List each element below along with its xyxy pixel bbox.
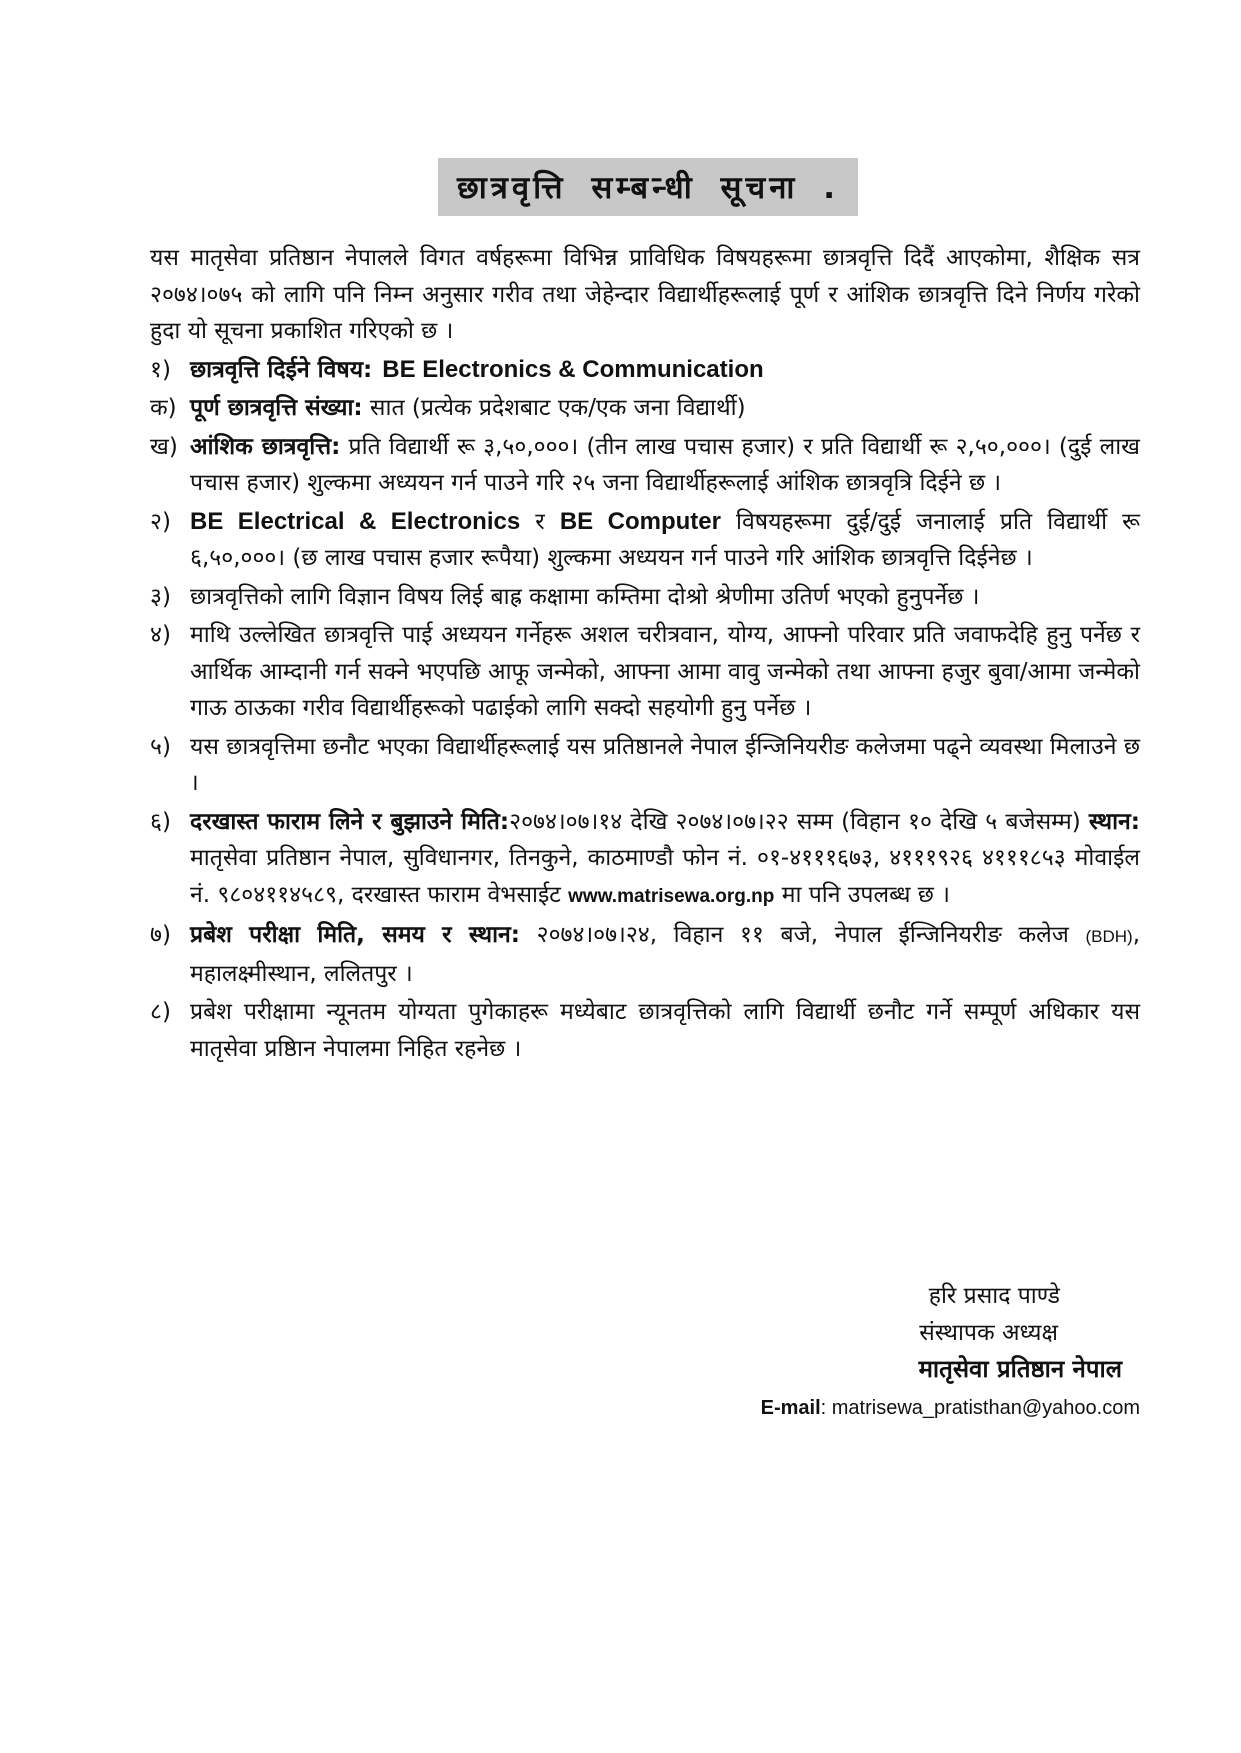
item-6 [150, 804, 1140, 916]
organization-name: मातृसेवा प्रतिष्ठान नेपाल [918, 1355, 1122, 1383]
college-abbr: (BDH) [1085, 927, 1133, 946]
notice-body [150, 240, 1140, 1069]
item-connector: र [520, 508, 560, 535]
item-text: सात (प्रत्येक प्रदेशबाट एक/एक जना विद्यार्थी) [362, 395, 746, 421]
item-text: छात्रवृत्तिको लागि विज्ञान विषय लिई बाह्र कक्षामा कम्तिमा दोश्रो श्रेणीमा उतिर्ण भएको हुनुपर्नेछ । [190, 583, 980, 610]
item-4 [150, 617, 1140, 727]
subject-name: BE Electrical & Electronics [190, 507, 521, 535]
item-body [190, 390, 1140, 427]
item-text: यस छात्रवृत्तिमा छनौट भएका विद्यार्थीहरूलाई यस प्रतिष्ठानले नेपाल ईन्जिनियरीङ कलेजमा पढ्ने व्यवस्था मिलाउने छ । [190, 733, 1140, 796]
subject-name: BE Computer [559, 507, 721, 535]
item-text: २०७४।०७।१४ देखि २०७४।०७।२२ सम्म (विहान १० देखि ५ बजेसम्म) [509, 808, 1089, 835]
item-number: २) [150, 508, 171, 535]
item-number: ४) [150, 622, 171, 648]
item-2 [150, 504, 1140, 577]
intro-paragraph: यस मातृसेवा प्रतिष्ठान नेपालले विगत वर्षहरूमा विभिन्न प्राविधिक विषयहरूमा छात्रवृत्ति दिदैं आएकोमा, शैक्षिक सत्र २०७४।०७५ को लागि पनि निम्न अनुसार गरीव तथा जेहेन्दार विद्यार्थीहरूलाई पूर्ण र आंशिक छात्रवृत्ति दिने निर्णय गरेको हुदा यो सूचना प्रकाशित गरिएको छ । [150, 245, 1140, 344]
item-text: माथि उल्लेखित छात्रवृत्ति पाई अध्ययन गर्नेहरू अशल चरीत्रवान, योग्य, आफ्नो परिवार प्रति जवाफदेहि हुनु पर्नेछ र आर्थिक आम्दानी गर्न सक्ने भएपछि आफू जन्मेको, आफ्ना आमा वावु जन्मेको तथा आफ्ना हजुर बुवा/आमा जन्मेको गाऊ ठाऊका गरीव विद्यार्थीहरूको पढाईको लागि सक्दो सहयोगी हुनु पर्नेछ । [190, 622, 1140, 721]
website-link[interactable]: www.matrisewa.org.np [568, 885, 775, 907]
item-number: ८) [150, 999, 171, 1025]
item-text: मातृसेवा प्रतिष्ठान नेपाल, सुविधानगर, तिनकुने, काठमाण्डौ फोन नं. ०१-४१११६७३, ४१११९२६ ४१११८५३ मोवाईल नं. ९८०४११४५८९, दरखास्त फाराम वेभसाईट [190, 845, 1140, 908]
email-address[interactable]: : matrisewa_pratisthan@yahoo.com [820, 1397, 1140, 1419]
item-text: विषयहरूमा दुई/दुई जनालाई प्रति विद्यार्थी रू ६,५०,०००। (छ लाख पचास हजार रूपैया) शुल्कमा अध्ययन गर्न पाउने गरि आंशिक छात्रवृत्ति दिईनेछ । [190, 508, 1141, 571]
notice-title-text: छात्रवृत्ति सम्बन्धी सूचना . [457, 170, 839, 206]
item-body [190, 917, 1140, 992]
item-body [190, 429, 1140, 502]
item-label: आंशिक छात्रवृत्ति: [190, 433, 341, 460]
notice-title [438, 158, 858, 216]
item-label: दरखास्त फाराम लिने र बुझाउने मिति: [190, 808, 510, 835]
item-number: ख) [150, 433, 178, 460]
signatory-role: संस्थापक अध्यक्ष [919, 1319, 1058, 1346]
item-text: २०७४।०७।२४, विहान ११ बजे, नेपाल ईन्जिनियरीङ कलेज [520, 922, 1086, 948]
email-line [695, 1394, 1140, 1422]
item-1 [150, 352, 1140, 389]
item-number: ३) [150, 583, 171, 610]
item-label: स्थान: [1088, 808, 1140, 835]
item-body [190, 504, 1140, 577]
item-ka [150, 390, 1140, 427]
subject-name: BE Electronics & Communication [382, 355, 764, 383]
item-text: प्रबेश परीक्षामा न्यूनतम योग्यता पुगेकाहरू मध्येबाट छात्रवृत्तिको लागि विद्यार्थी छनौट गर्ने सम्पूर्ण अधिकार यस मातृसेवा प्रष्ठिान नेपालमा निहित रहनेछ । [190, 999, 1140, 1062]
item-number: ७) [150, 922, 171, 948]
item-3 [150, 579, 1140, 616]
item-kha [150, 429, 1140, 502]
item-body [190, 804, 1140, 916]
item-8 [150, 994, 1140, 1067]
item-label: छात्रवृत्ति दिईने विषय: [190, 356, 373, 383]
item-label: प्रबेश परीक्षा मिति, समय र स्थान: [190, 922, 520, 948]
item-text: , महालक्ष्मीस्थान, ललितपुर । [190, 922, 1140, 987]
signature-block [690, 1278, 1140, 1388]
item-number: क) [150, 395, 177, 421]
item-text: मा पनि उपलब्ध छ । [774, 881, 950, 908]
item-5 [150, 729, 1140, 802]
item-label: पूर्ण छात्रवृत्ति संख्या: [190, 395, 363, 421]
item-text: प्रति विद्यार्थी रू ३,५०,०००। (तीन लाख पचास हजार) र प्रति विद्यार्थी रू २,५०,०००। (दुई लाख पचास हजार) शुल्कमा अध्ययन गर्न पाउने गरि २५ जना विद्यार्थीहरूलाई आंशिक छात्रवृत्रि दिईने छ । [190, 433, 1140, 496]
item-body [190, 352, 1140, 389]
item-number: १) [150, 356, 171, 383]
email-label: E-mail [760, 1397, 821, 1419]
item-7 [150, 917, 1140, 992]
item-number: ५) [150, 733, 171, 760]
signatory-name: हरि प्रसाद पाण्डे [928, 1283, 1060, 1309]
item-number: ६) [150, 808, 171, 835]
